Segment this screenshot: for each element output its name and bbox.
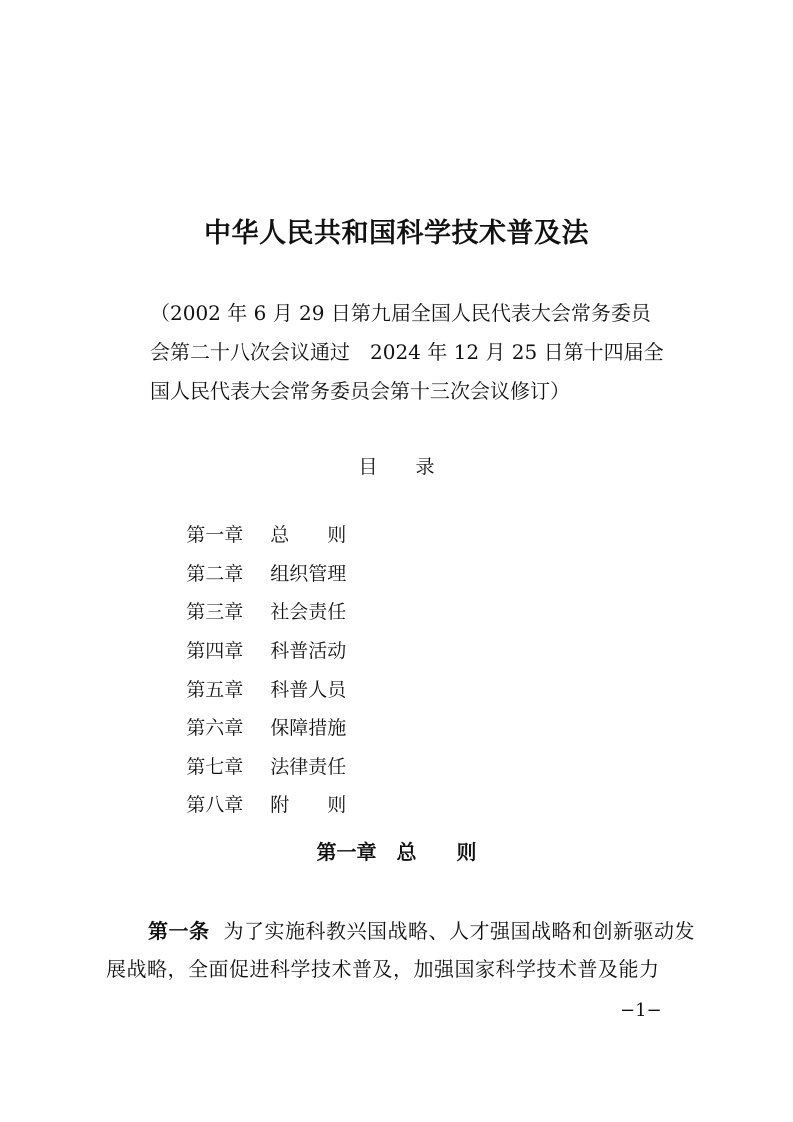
toc-chapter-number: 第四章 — [186, 640, 244, 662]
toc-chapter-number: 第七章 — [186, 756, 244, 778]
toc-chapter-title: 总 则 — [270, 524, 347, 546]
toc-chapter-title: 法律责任 — [270, 756, 347, 778]
subtitle-line: 会第二十八次会议通过 2024 年 12 月 25 日第十四届全 — [150, 340, 664, 364]
article-number: 第一条 — [148, 919, 210, 943]
toc-chapter-number: 第一章 — [186, 524, 244, 546]
toc-chapter-title: 科普人员 — [270, 679, 347, 701]
toc-chapter-number: 第八章 — [186, 794, 244, 816]
chapter-heading: 第一章 总 则 — [316, 840, 477, 864]
subtitle-line: （2002 年 6 月 29 日第九届全国人民代表大会常务委员 — [150, 301, 651, 325]
subtitle-line: 国人民代表大会常务委员会第十三次会议修订） — [150, 379, 570, 403]
toc-chapter-title: 科普活动 — [270, 640, 347, 662]
toc-chapter-number: 第二章 — [186, 563, 244, 585]
toc-chapter-number: 第五章 — [186, 679, 244, 701]
toc-chapter-title: 组织管理 — [270, 563, 347, 585]
toc-chapter-number: 第六章 — [186, 717, 244, 739]
toc-chapter-title: 附 则 — [270, 794, 347, 816]
toc-heading: 目 录 — [358, 456, 435, 478]
toc-chapter-number: 第三章 — [186, 601, 244, 623]
article-paragraph — [106, 912, 696, 988]
page-title: 中华人民共和国科学技术普及法 — [204, 218, 589, 249]
article-text: 为了实施科教兴国战略、人才强国战略和创新驱动发展战略，全面促进科学技术普及，加强国家科学技术普及能力 — [106, 919, 695, 981]
page-number: −1− — [620, 1000, 662, 1021]
toc-chapter-title: 社会责任 — [270, 601, 347, 623]
toc-chapter-title: 保障措施 — [270, 717, 347, 739]
